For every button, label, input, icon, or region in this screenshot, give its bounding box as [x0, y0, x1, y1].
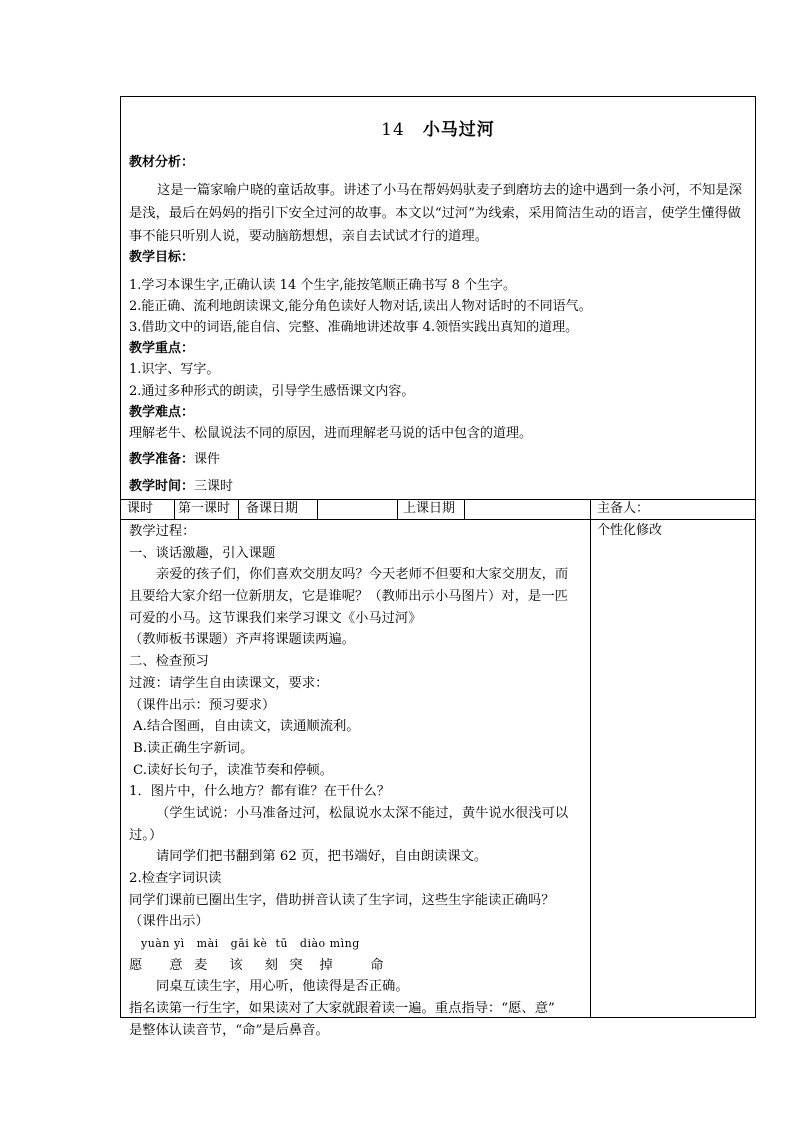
lesson-plan-sheet [120, 96, 756, 1038]
characters-line: 愿 意 麦 该 刻 突 掉 命 [129, 957, 385, 973]
process-line: 教学过程： [129, 524, 196, 539]
process-line: （课件出示：预习要求） [129, 697, 276, 713]
process-line: A.结合图画，自由读文，读通顺流利。 [133, 719, 360, 735]
schedule-divider [174, 499, 175, 519]
process-line: 2.检查字词识读 [129, 871, 222, 886]
teaching-process [129, 521, 591, 1042]
process-line: 1．图片中，什么地方？都有谁？在干什么？ [129, 784, 391, 800]
goal-item-1: 1.学习本课生字,正确认读 14 个生字,能按笔顺正确书写 8 个生字。 [129, 278, 517, 293]
difficulty-heading: 教学难点： [129, 405, 195, 420]
process-line: 过。） [129, 827, 163, 843]
side-column-label: 个性化修改 [597, 523, 663, 538]
process-line: C.读好长句子，读准节奏和停顿。 [133, 762, 334, 778]
process-line: 亲爱的孩子们，你们喜欢交朋友吗？今天老师不但要和大家交朋友，而 [156, 567, 569, 583]
pinyin-line: yuàn yì mài gāi kè tū diào mìng [141, 937, 360, 951]
process-line: 一、谈话激趣，引入课题 [129, 545, 276, 561]
preparer-label: 主备人： [597, 501, 650, 516]
preparation-value: 课件 [194, 452, 221, 467]
goal-item-3: 3.借助文中的词语,能自信、完整、准确地讲述故事 4.领悟实践出真知的道理。 [129, 320, 579, 335]
process-line: B.读正确生字新词。 [133, 740, 254, 756]
process-line: （学生试说：小马准备过河，松鼠说水太深不能过，黄牛说水很浅可以 [156, 805, 569, 821]
goals-heading: 教学目标： [129, 250, 195, 265]
process-line: 是整体认读音节，“命”是后鼻音。 [129, 1022, 329, 1038]
process-line: 且要给大家介绍一位新朋友，它是谁呢？（教师出示小马图片）对，是一匹 [129, 589, 568, 605]
process-line: （课件出示） [129, 914, 209, 930]
process-line: 过渡：请学生自由读课文，要求： [129, 675, 329, 691]
schedule-row-bottom-border [121, 519, 755, 520]
schedule-divider [317, 499, 318, 519]
process-line: 可爱的小马。这节课我们来学习课文《小马过河》 [129, 610, 422, 626]
key-point-item-1: 1.识字、写字。 [129, 362, 220, 377]
schedule-divider [464, 499, 465, 519]
process-line: 同桌互读生字，用心听，他读得是否正确。 [156, 979, 409, 995]
process-line: 二、检查预习 [129, 654, 209, 670]
time-value: 三课时 [194, 479, 234, 494]
analysis-heading: 教材分析： [129, 155, 195, 170]
process-line: 同学们课前已圈出生字，借助拼音认读了生字词，这些生字能读正确吗？ [129, 892, 555, 908]
key-points-heading: 教学重点： [129, 341, 195, 356]
process-line: 请同学们把书翻到第 62 页，把书端好，自由朗读课文。 [156, 849, 488, 865]
schedule-divider [238, 499, 239, 519]
analysis-body: 这是一篇家喻户晓的童话故事。讲述了小马在帮妈妈驮麦子到磨坊去的途中遇到一条小河，不知是深是浅，最后在妈妈的指引下安全过河的故事。本文以“过河”为线索，采用简洁生动的语言，使学生懂得做事不能只听别人说，要动脑筋想想，亲自去试试才行的道理。 [129, 183, 743, 244]
difficulty-body: 理解老牛、松鼠说法不同的原因，进而理解老马说的话中包含的道理。 [129, 426, 533, 441]
period-value: 第一课时 [178, 501, 231, 516]
time-line [129, 477, 233, 497]
lesson-name: 小马过河 [422, 120, 495, 140]
lesson-title [121, 115, 755, 140]
class-date-label: 上课日期 [403, 501, 456, 516]
preparation-heading: 教学准备： [129, 452, 195, 467]
schedule-divider [397, 499, 398, 519]
prep-date-label: 备课日期 [246, 501, 299, 516]
key-point-item-2: 2.通过多种形式的朗读，引导学生感悟课文内容。 [129, 384, 415, 399]
time-heading: 教学时间： [129, 479, 195, 494]
process-line: 指名读第一行生字，如果读对了大家就跟着读一遍。重点指导：“愿、意” [129, 1001, 555, 1017]
process-line: （教师板书课题）齐声将课题读两遍。 [129, 632, 356, 648]
period-label: 课时 [127, 501, 154, 516]
goal-item-2: 2.能正确、流利地朗读课文,能分角色读好人物对话,读出人物对话时的不同语气。 [129, 299, 592, 314]
preparation-line [129, 450, 220, 470]
lesson-number: 14 [381, 120, 405, 140]
